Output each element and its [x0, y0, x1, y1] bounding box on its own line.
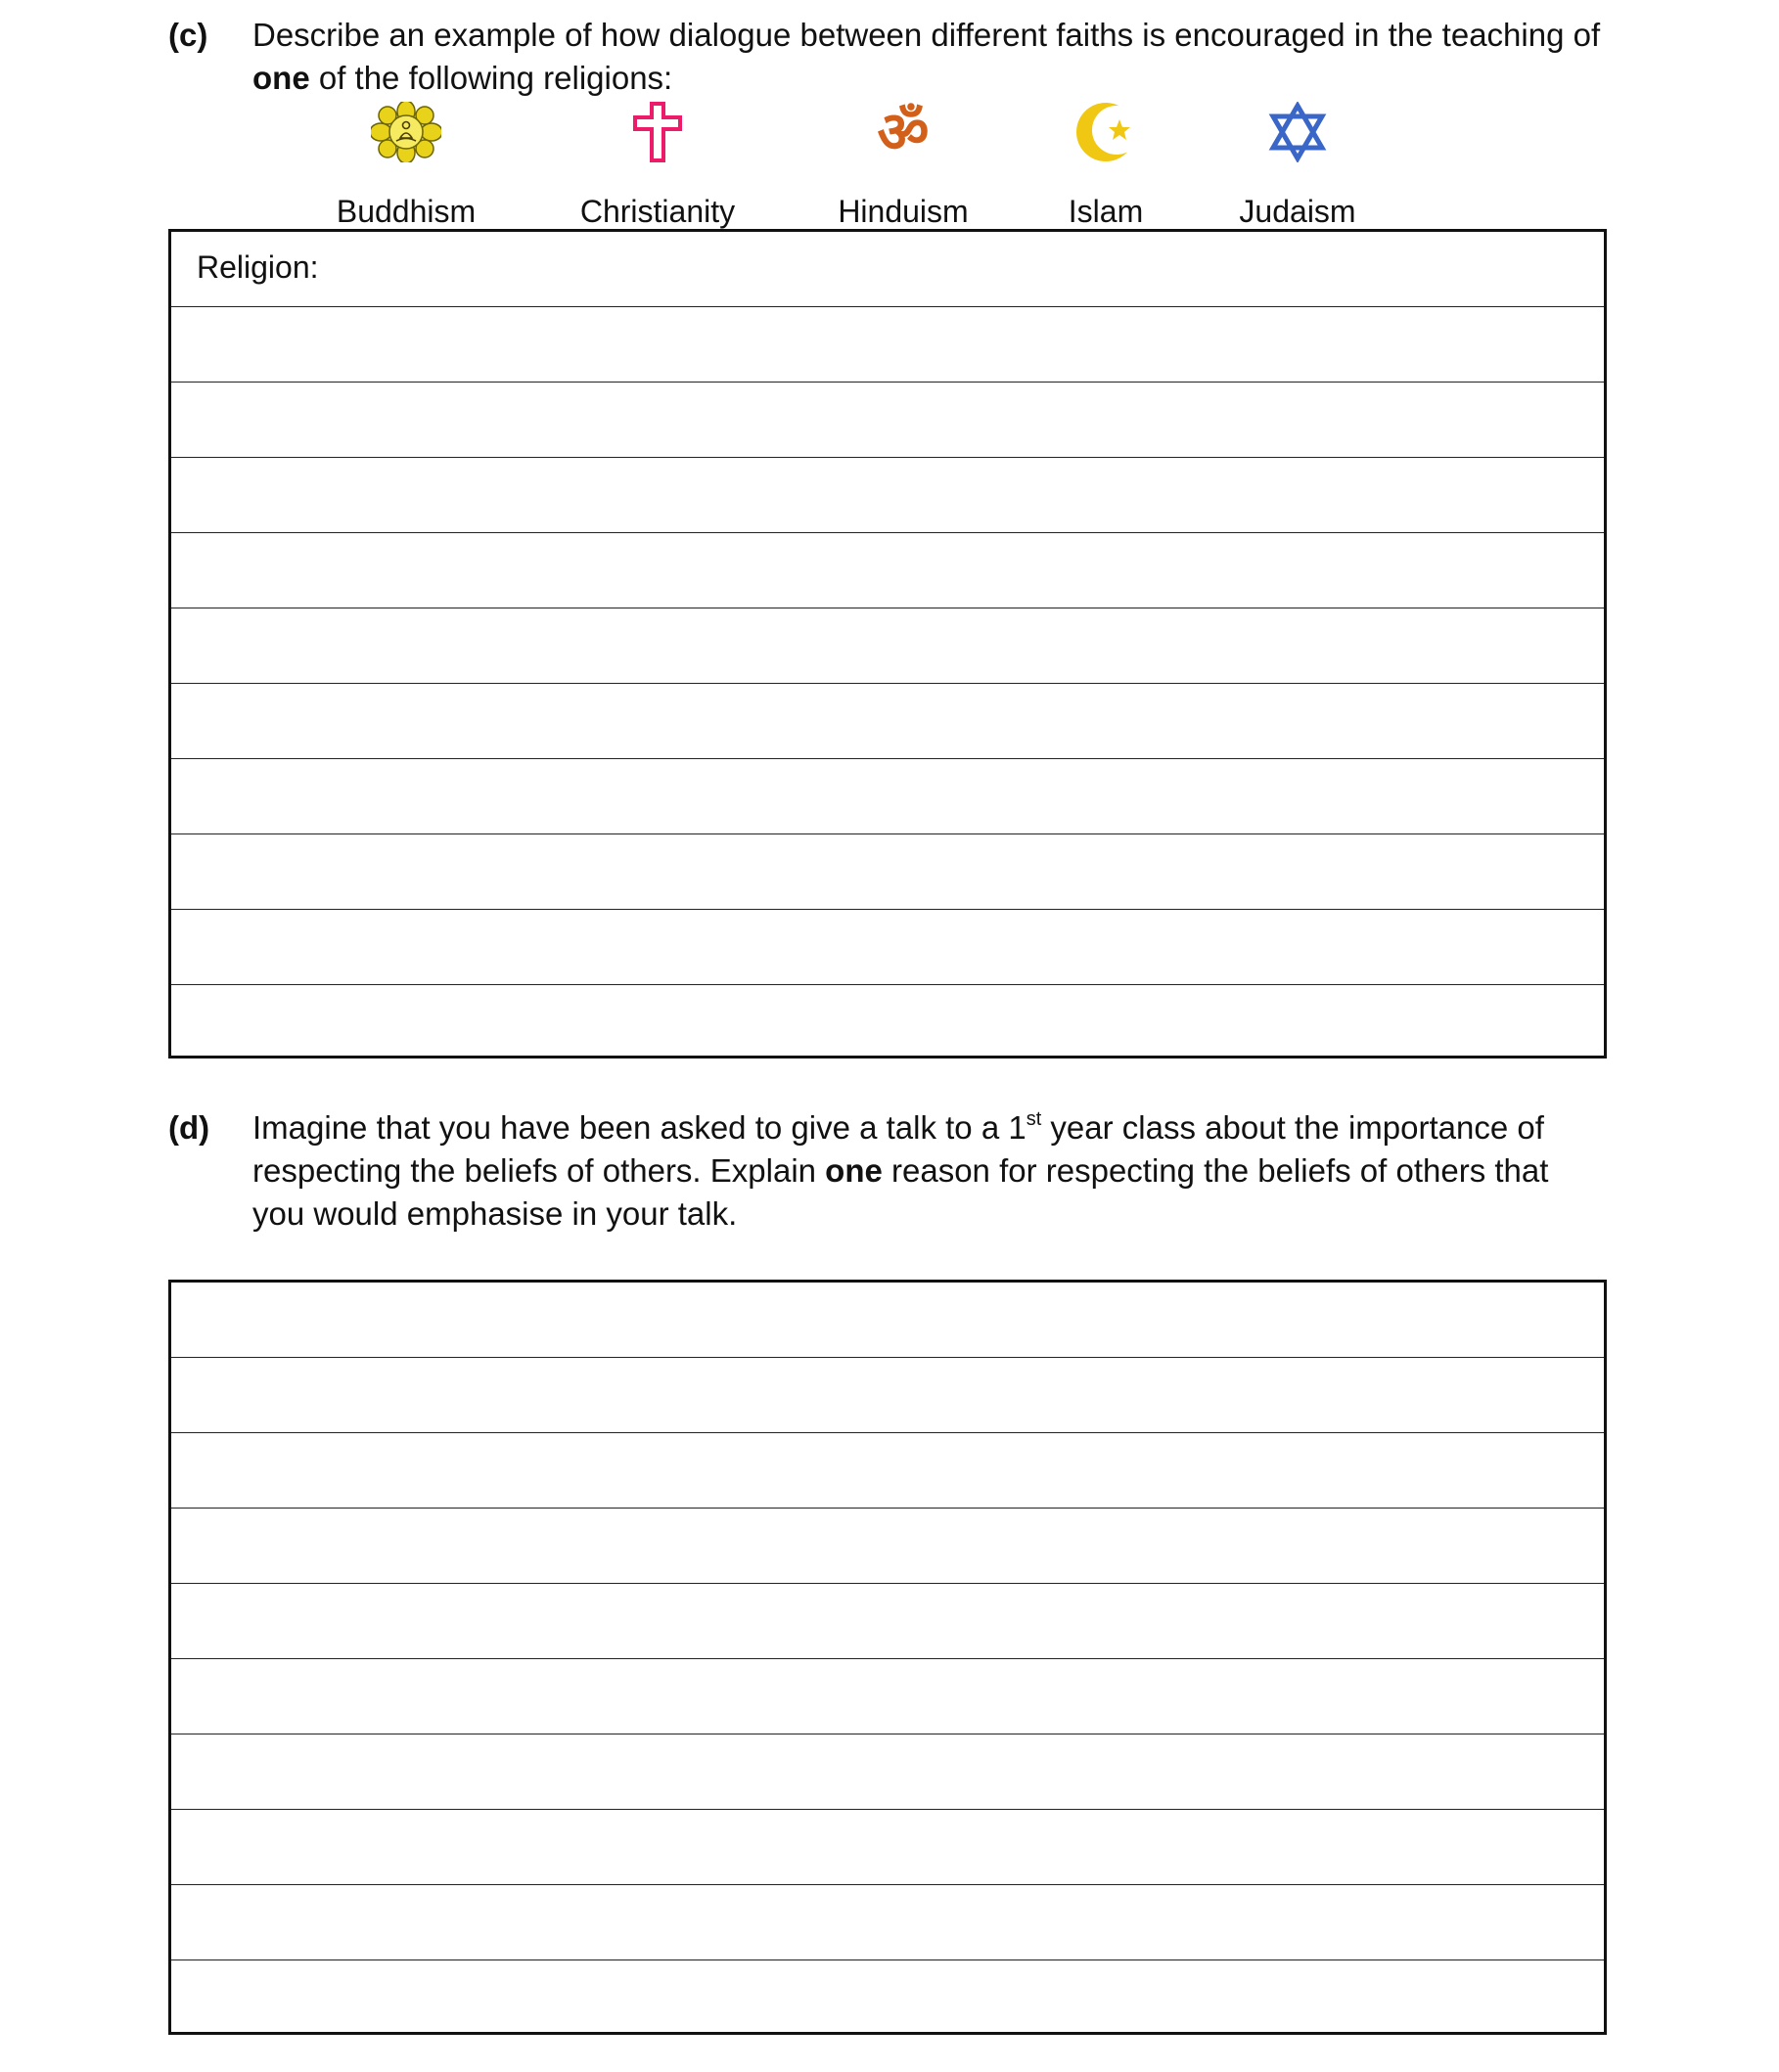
religion-judaism: [1190, 98, 1405, 229]
star-of-david-icon: [1190, 98, 1405, 166]
question-c-text: [252, 14, 1622, 100]
question-c-text-part1: Describe an example of how dialogue between different faiths is encouraged in the teaching of: [252, 17, 1601, 53]
question-c-text-part2: of the following religions:: [309, 60, 673, 96]
answer-line[interactable]: [171, 458, 1604, 533]
religion-hinduism: [796, 98, 1011, 229]
question-c-label: (c): [168, 17, 208, 53]
question-d-text-part1: Imagine that you have been asked to give a talk to a 1: [252, 1109, 1026, 1146]
answer-line[interactable]: [171, 383, 1604, 458]
religion-label: Religion:: [197, 249, 319, 285]
answer-line[interactable]: [171, 1960, 1604, 2036]
answer-line[interactable]: [171, 533, 1604, 608]
answer-line[interactable]: [171, 834, 1604, 910]
answer-line[interactable]: [171, 1509, 1604, 1584]
answer-line[interactable]: [171, 1433, 1604, 1509]
answer-line[interactable]: [171, 307, 1604, 383]
question-d-emphasis: one: [825, 1152, 883, 1189]
answer-line[interactable]: [171, 985, 1604, 1060]
christian-cross-icon: [550, 98, 765, 166]
answer-line[interactable]: [171, 608, 1604, 684]
religion-symbols: [0, 98, 1779, 229]
answer-line[interactable]: [171, 1810, 1604, 1885]
religion-christianity: [550, 98, 765, 229]
religion-name-christianity: Christianity: [579, 194, 736, 229]
religion-answer-line[interactable]: [171, 232, 1604, 307]
buddhism-lotus-icon: [298, 98, 514, 166]
religion-name-judaism: Judaism: [1239, 194, 1356, 229]
religion-name-hinduism: Hinduism: [838, 194, 969, 229]
religion-name-buddhism: Buddhism: [336, 194, 477, 229]
answer-box-d[interactable]: [168, 1280, 1607, 2035]
religion-buddhism: [298, 98, 514, 229]
answer-line[interactable]: [171, 1659, 1604, 1734]
answer-box-c[interactable]: [168, 229, 1607, 1059]
ordinal-suffix: st: [1026, 1108, 1042, 1130]
religion-islam: [998, 98, 1213, 229]
question-d-text-part3: reason for respecting the beliefs of others that you would emphasise in your talk.: [252, 1152, 1549, 1232]
religion-name-islam: Islam: [1068, 194, 1144, 229]
answer-line[interactable]: [171, 759, 1604, 834]
answer-line[interactable]: [171, 1734, 1604, 1810]
answer-line[interactable]: [171, 1885, 1604, 1960]
hindu-om-icon: ॐ: [877, 99, 930, 165]
answer-line[interactable]: [171, 684, 1604, 759]
question-d-text: [252, 1106, 1574, 1236]
answer-line[interactable]: [171, 1584, 1604, 1659]
answer-line[interactable]: [171, 910, 1604, 985]
question-d-text-part2: year class about the importance of respecting the beliefs of others. Explain: [252, 1109, 1544, 1189]
islam-crescent-star-icon: [998, 98, 1213, 166]
question-c-emphasis: one: [252, 60, 310, 96]
question-d-label: (d): [168, 1109, 210, 1146]
answer-line[interactable]: [171, 1358, 1604, 1433]
answer-line[interactable]: [171, 1283, 1604, 1358]
